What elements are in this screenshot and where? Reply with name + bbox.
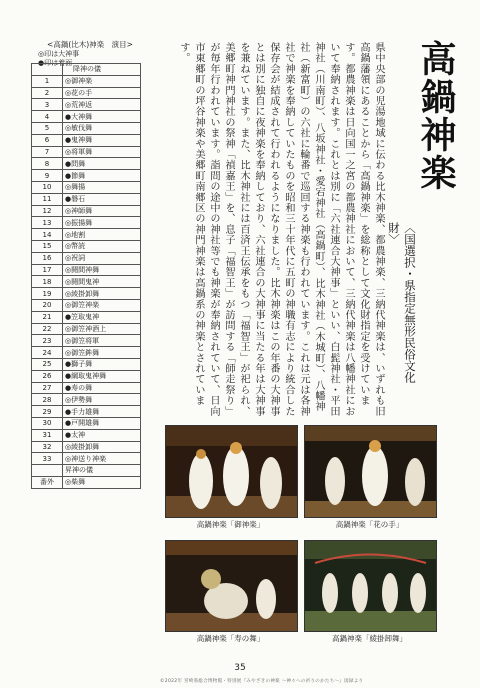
table-row [32,264,141,276]
program-number: 18 [32,276,63,288]
program-number: 19 [32,288,63,300]
photo-caption-4: 高鍋神楽「綾掛卸舞」 [332,634,407,643]
program-name: ◎御神楽 [63,75,141,87]
table-row [32,465,141,477]
table-row [32,276,141,288]
program-number: 24 [32,347,63,359]
program-number: 25 [32,358,63,370]
program-number [32,465,63,477]
photo-kotobuki [165,540,298,632]
program-number: 14 [32,229,63,241]
program-name: ◎荒神返 [63,99,141,111]
program-number: 8 [32,158,63,170]
table-row [32,453,141,465]
table-row [32,429,141,441]
page-title: 高鍋神楽 [415,40,457,192]
program-name: ◎地割 [63,229,141,241]
program-name: ◎神送り神楽 [63,453,141,465]
table-row [32,347,141,359]
program-number: 4 [32,111,63,123]
program-name: ◎振揚舞 [63,217,141,229]
program-number: 28 [32,394,63,406]
program-number: 30 [32,417,63,429]
program-number: 23 [32,335,63,347]
photo-mikagura [165,425,298,518]
program-name: ◎御笠将軍 [63,335,141,347]
program-name: ◎幣読 [63,240,141,252]
program-name: ●太神 [63,429,141,441]
table-row [32,217,141,229]
program-name: ◎御笠鉾舞 [63,347,141,359]
table-row [32,122,141,134]
program-number: 33 [32,453,63,465]
table-row [32,417,141,429]
program-name: 昇神の儀 [63,465,141,477]
program-number: 9 [32,170,63,182]
program-name: ◎柴舞 [63,476,141,488]
program-number: 1 [32,75,63,87]
program-number: 番外 [32,476,63,488]
table-row [32,87,141,99]
program-number: 12 [32,205,63,217]
photo-caption-2: 高鍋神楽「花の手」 [335,520,404,529]
program-number: 26 [32,370,63,382]
program-name: ●綱取鬼神舞 [63,370,141,382]
program-number: 2 [32,87,63,99]
table-row [32,476,141,488]
table-row [32,441,141,453]
page-subtitle: 〈国選択・県指定無形民俗文化財〉 [387,222,417,383]
table-row [32,158,141,170]
program-number: 21 [32,311,63,323]
program-name: ◎祝詞 [63,252,141,264]
program-table [31,63,141,489]
program-number: 32 [32,441,63,453]
program-number: 15 [32,240,63,252]
program-name: ◎神師舞 [63,205,141,217]
photo-ayakake [304,540,437,632]
program-name: ◎敏伐舞 [63,122,141,134]
table-row [32,370,141,382]
table-row [32,146,141,158]
photo-caption-1: 高鍋神楽「御神楽」 [196,520,265,529]
photo-caption-3: 高鍋神楽「寿の舞」 [196,634,265,643]
program-number: 6 [32,134,63,146]
program-name: ●節舞 [63,170,141,182]
table-row [32,394,141,406]
program-number: 11 [32,193,63,205]
program-name: ●手力雄舞 [63,406,141,418]
program-name: ●戸開雄舞 [63,417,141,429]
program-name: ●寿の舞 [63,382,141,394]
program-name: ●鬼神舞 [63,134,141,146]
program-number: 13 [32,217,63,229]
program-name: ◎御笠神楽 [63,299,141,311]
program-name: ●問舞 [63,158,141,170]
program-name: ●笠取鬼神 [63,311,141,323]
table-row [32,229,141,241]
program-name: ◎闘間鬼神 [63,276,141,288]
program-name: ◎伊勢舞 [63,394,141,406]
program-name: ●磐石 [63,193,141,205]
legend-daimyo: ◎印は大神事 [38,50,80,58]
table-row [32,134,141,146]
table-row [32,181,141,193]
program-name: ◎御笠神酒上 [63,323,141,335]
table-row [32,299,141,311]
table-row [32,406,141,418]
program-number: 3 [32,99,63,111]
table-row [32,382,141,394]
program-number: 29 [32,406,63,418]
table-row [32,111,141,123]
program-name: ◎花の手 [63,87,141,99]
program-number: 17 [32,264,63,276]
table-row [32,75,141,87]
program-number: 10 [32,181,63,193]
table-row [32,64,141,76]
page-number: 35 [234,663,246,673]
table-row [32,205,141,217]
program-name: ◎闘間神舞 [63,264,141,276]
program-name: ◎舞揚 [63,181,141,193]
table-row [32,288,141,300]
program-name: ◎将軍舞 [63,146,141,158]
program-number: 27 [32,382,63,394]
program-number: 16 [32,252,63,264]
table-row [32,252,141,264]
table-row [32,335,141,347]
program-number: 5 [32,122,63,134]
program-number: 7 [32,146,63,158]
program-header: 降神の儀 [63,64,141,76]
program-number: 22 [32,323,63,335]
table-row [32,99,141,111]
table-row [32,193,141,205]
table-row [32,358,141,370]
program-name: ●大神舞 [63,111,141,123]
table-row [32,311,141,323]
program-name: ◎綾掛卸舞 [63,441,141,453]
article-body: 県中央部の児湯地域に伝わる比木神楽、都農神楽、三納代神楽は、いずれも旧高鍋藩領にあることから「高鍋神楽」を総称として文化財指定を受けています。都農神楽は日向国一之宮の都農神社において、三納代神楽は八幡神社において奉納されます。これとは別に「六社連合大神事」といい、白髭神社・平田神社（川南町）、八坂神社・愛宕神社（高鍋町）、比木神社（木城町）、八幡神社（新富町）の六社に輪番で巡回する神楽も行われています。これは元は各神社で神楽を奉納していたものを昭和三十年代に五町の神職有志により統合した保存会が結成されて行われるようになりました。比木神楽はこの年番の大神事とは別に独自に夜神楽を奉納しており、六社連合の大神事に当たる年は大神事を兼ねています。また、比木神社には百済王伝承をもつ「福智王」が祀られ、美郷町神門神社の祭神「禎嘉王」を、息子「福智王」が訪問する「師走祭り」が毎年行われています。詣問の途中の神社等でも神楽が奉納されていて、日向市東郷町の坪谷神楽や美郷町南郷区の神門神楽は高鍋系の神楽とされています。 [178,42,384,417]
program-number: 20 [32,299,63,311]
photo-hananote [304,425,437,518]
table-row [32,323,141,335]
program-name: ●獅子舞 [63,358,141,370]
program-title: <高鍋(比木)神楽 演目> [47,40,133,49]
table-row [32,240,141,252]
program-number: 31 [32,429,63,441]
table-row [32,170,141,182]
program-name: ◎綾掛卸舞 [63,288,141,300]
footer-credit: ©2022年 宮崎県総合博物館・特別展『みやざきの神楽 ～神々への祈りのかたち～』図録より [160,679,364,684]
legend-masked: ●印は着面 [38,59,73,67]
